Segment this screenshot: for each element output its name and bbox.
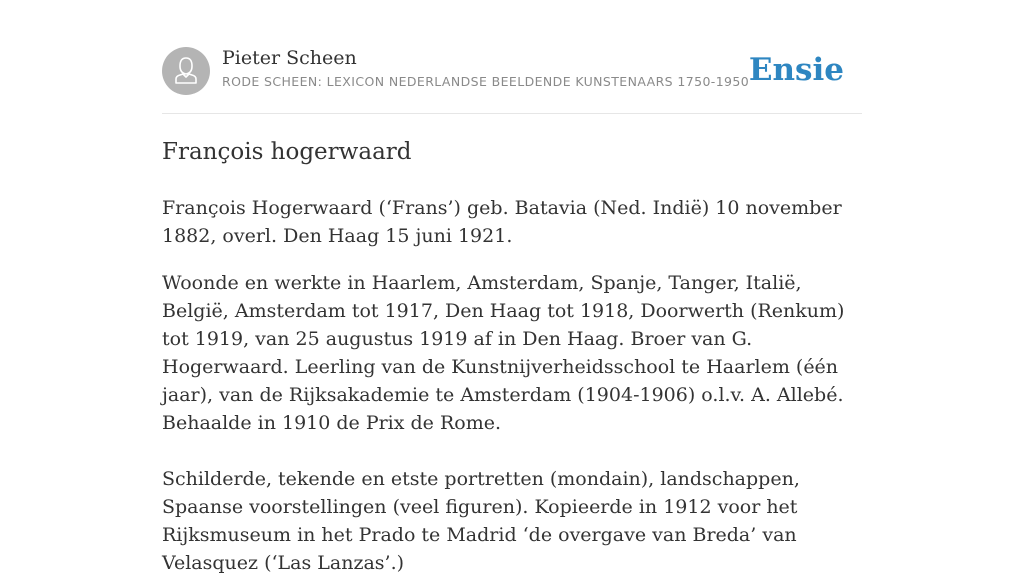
article-paragraph: Woonde en werkte in Haarlem, Amsterdam, Spanje, Tanger, Italië, België, Amsterdam tot 1917, Den Haag tot 1918, Doorwerth (Renkum) tot 1919, van 25 augustus 1919 af in Den Haag. Broer van G. Hogerwaard. Leerling van de Kunstnijverheidsschool te Haarlem (één jaar), van de Rijksakademie te Amsterdam (1904-1906) o.l.v. A. Allebé. Behaalde in 1910 de Prix de Rome. Schilderde, tekende en etste portretten (mondain), landschappen, Spaanse voorstellingen (veel figuren). Kopieerde in 1912 voor het Rijksmuseum in het Prado te Madrid ‘de overgave van Breda’ van Velasquez (‘Las Lanzas’.) [162,272,845,574]
header-divider [162,113,862,114]
author-name[interactable]: Pieter Scheen [222,47,357,69]
brand-logo[interactable]: Ensie [748,52,844,88]
article-title: François hogerwaard [162,139,412,165]
article-body [162,136,862,577]
user-avatar-icon [162,47,210,95]
author-avatar[interactable] [162,47,210,95]
source-title[interactable]: RODE SCHEEN: LEXICON NEDERLANDSE BEELDENDE KUNSTENAARS 1750-1950 [222,74,750,89]
article-header [162,46,862,96]
article-paragraph: François Hogerwaard (‘Frans’) geb. Batavia (Ned. Indië) 10 november 1882, overl. Den Haag 15 juni 1921. [162,197,842,247]
